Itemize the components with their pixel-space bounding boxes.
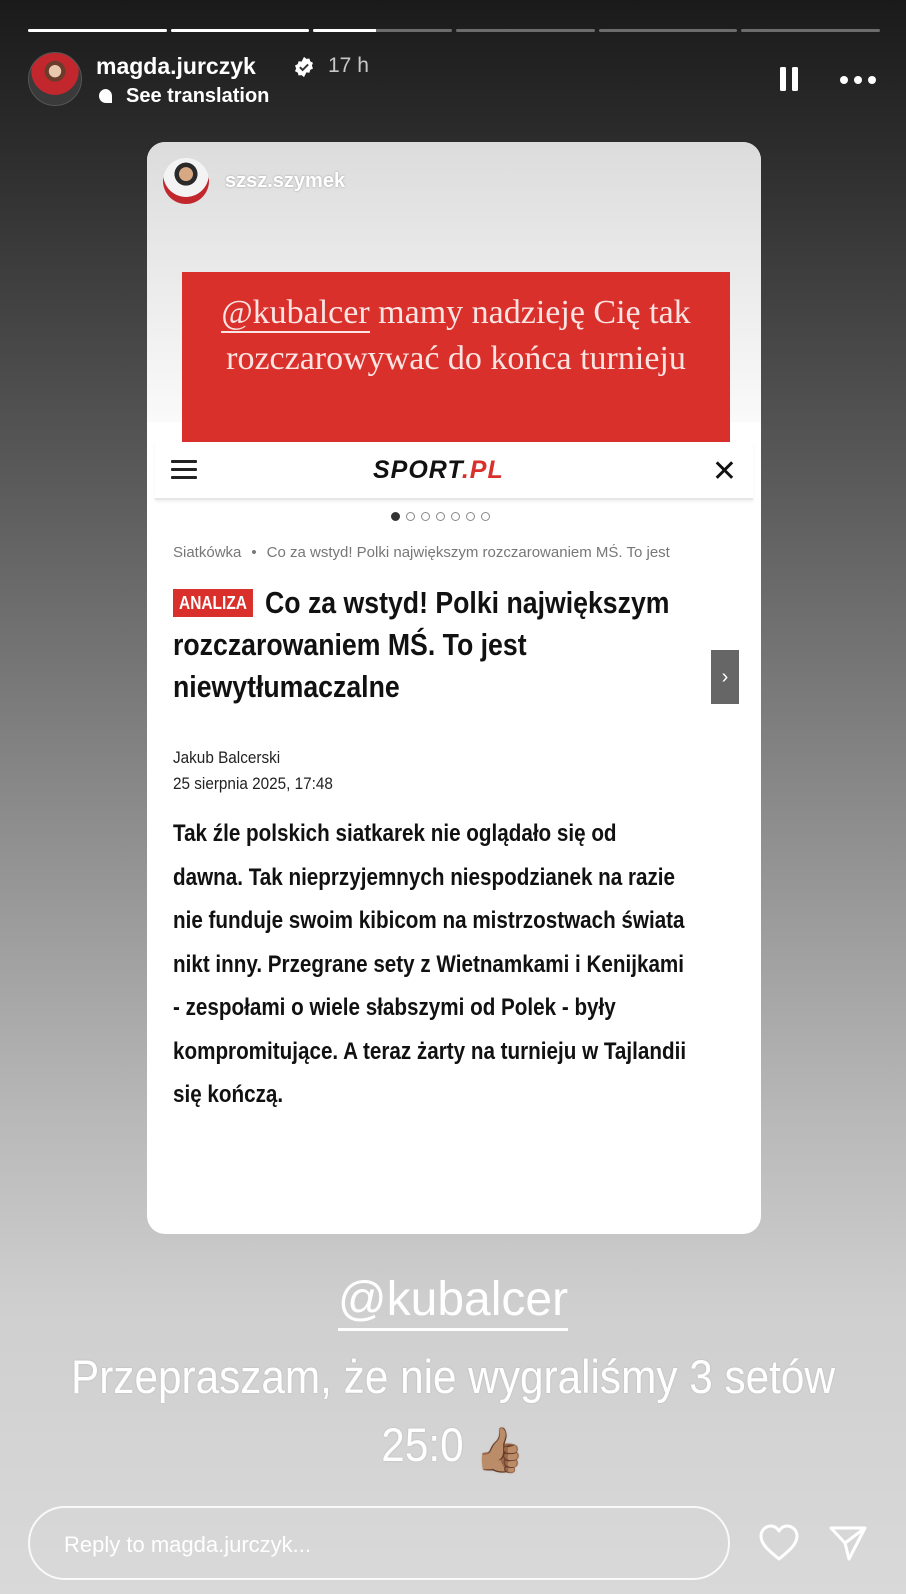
progress-segment [599,29,738,32]
red-banner [182,272,730,442]
carousel-dot [421,512,430,521]
article-lead: Tak źle polskich siatkarek nie oglądało się od dawna. Tak nieprzyjemnych niespodzianek na razie nie funduje swoim kibicom na mistrzostwach świata nikt inny. Przegrane sety z Wietnamkami i Kenijkami - zespołami o wiele słabszymi od Polek - były kompromitujące. A teraz żarty na turnieju w Tajlandii się kończą. [173,820,687,1108]
banner-text: mamy nadzieję Cię tak rozczarowywać do końca turnieju [226,294,691,377]
story-progress [28,29,880,32]
progress-segment [456,29,595,32]
send-icon[interactable] [828,1524,868,1562]
see-translation-button[interactable]: See translation [126,85,270,107]
post-time: 17 h [328,54,369,77]
close-icon: ✕ [711,455,737,488]
shared-post-username: szsz.szymek [225,170,346,192]
username[interactable]: magda.jurczyk [96,53,256,79]
banner-mention: @kubalcer [221,294,370,331]
article-title: Co za wstyd! Polki największym rozczarowaniem MŚ. To jest niewytłumaczalne [173,585,670,704]
breadcrumb: Siatkówka • Co za wstyd! Polki największym rozczarowaniem MŚ. To jest [173,544,670,561]
heart-icon[interactable] [758,1524,800,1562]
caption-text [45,1343,860,1485]
article-headline [173,582,689,708]
article-author: Jakub Balcerski [173,748,281,767]
shared-post-card[interactable] [147,142,761,1234]
more-icon[interactable] [838,70,878,90]
story-header [28,52,878,108]
thumbs-up-emoji: 👍🏽 [475,1426,525,1475]
article-date: 25 sierpnia 2025, 17:48 [173,774,333,793]
caption-mention[interactable]: @kubalcer [0,1272,906,1327]
pause-icon[interactable] [778,66,800,92]
chevron-right-icon: › [711,650,739,704]
reply-placeholder: Reply to magda.jurczyk... [64,1532,311,1557]
progress-segment [741,29,880,32]
progress-segment [28,29,167,32]
translate-icon [98,88,114,104]
hamburger-icon [171,460,197,480]
avatar[interactable] [28,52,82,106]
site-navbar [155,442,753,500]
breadcrumb-section: Siatkówka [173,544,242,561]
carousel-dot [391,512,400,521]
reply-input[interactable] [28,1506,730,1580]
carousel-dot [481,512,490,521]
carousel-dot [406,512,415,521]
carousel-dot [466,512,475,521]
carousel-dot [451,512,460,521]
verified-badge-icon [293,56,315,78]
caption-body: Przepraszam, że nie wygraliśmy 3 setów 25:0 [70,1350,836,1471]
breadcrumb-current: Co za wstyd! Polki największym rozczarowaniem MŚ. To jest [266,544,670,561]
progress-segment [171,29,310,32]
article-badge: ANALIZA [173,589,253,617]
carousel-dot [436,512,445,521]
progress-segment [313,29,452,32]
carousel-dots [391,512,490,521]
shared-post-avatar [163,158,209,204]
site-logo: SPORT.PL [373,456,504,484]
